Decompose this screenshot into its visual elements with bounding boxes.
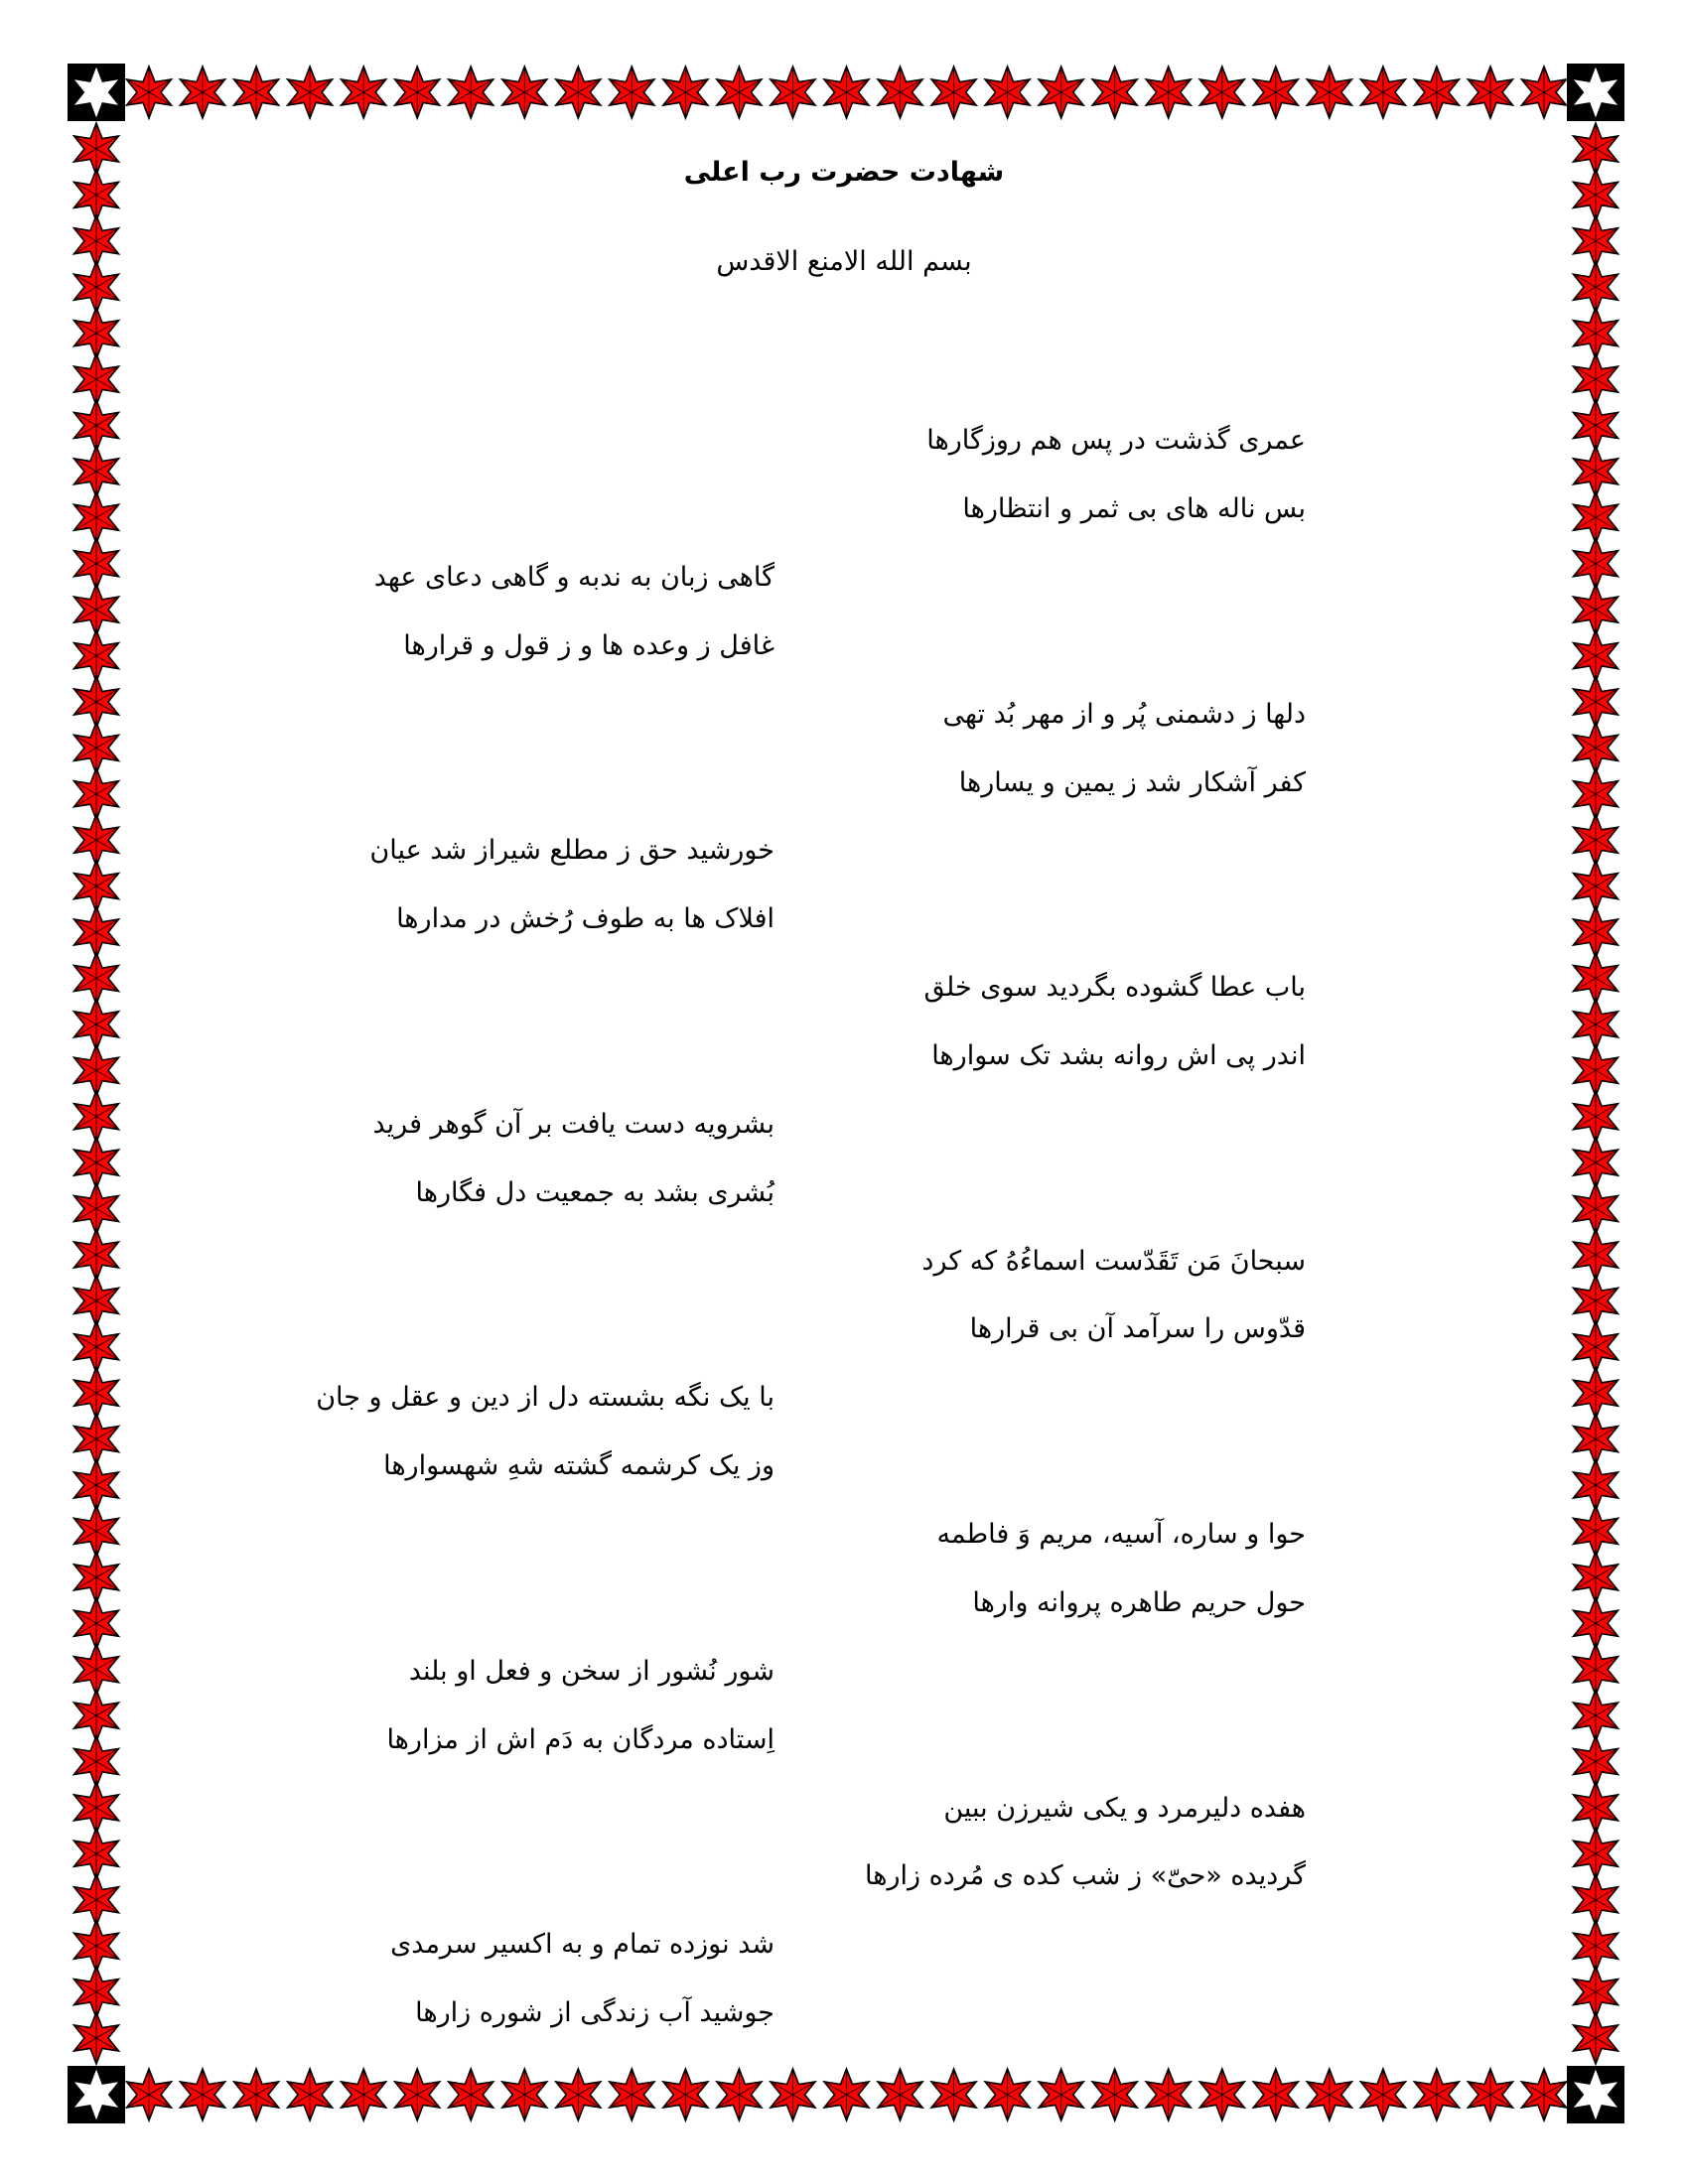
star-ornament-icon: [931, 2069, 976, 2120]
verse-line-17: حوا و ساره، آسیه، مریم وَ فاطمه: [936, 1519, 1306, 1550]
star-ornament-icon: [1574, 906, 1618, 958]
star-ornament-icon: [502, 2069, 547, 2120]
verse-line-15: با یک نگه بشسته دل از دین و عقل و جان: [316, 1382, 774, 1413]
star-ornament-icon: [127, 2069, 172, 2120]
basmala-heading: بسم الله الامنع الاقدس: [716, 246, 972, 277]
star-ornament-icon: [1574, 584, 1618, 635]
star-ornament-icon: [1574, 1828, 1618, 1879]
corner-ornament-icon: [1567, 64, 1624, 121]
star-ornament-icon: [1360, 2069, 1405, 2120]
star-ornament-icon: [1092, 2069, 1137, 2120]
star-ornament-icon: [610, 2069, 654, 2120]
star-ornament-icon: [234, 2069, 279, 2120]
verse-line-10: اندر پی اش روانه بشد تک سوارها: [931, 1040, 1306, 1071]
verse-line-21: هفده دلیرمرد و یکی شیرزن ببین: [943, 1793, 1306, 1824]
verse-line-1: عمری گذشت در پس هم روزگارها: [926, 425, 1306, 456]
star-ornament-icon: [1574, 1505, 1618, 1557]
star-ornament-icon: [824, 67, 869, 118]
star-ornament-icon: [1039, 67, 1083, 118]
verse-line-4: غافل ز وعده ها و ز قول و قرارها: [403, 630, 774, 661]
verse-line-14: قدّوس را سرآمد آن بی قرارها: [969, 1313, 1306, 1344]
star-ornament-icon: [1199, 2069, 1244, 2120]
star-ornament-icon: [717, 67, 762, 118]
verse-line-9: باب عطا گشوده بگردید سوی خلق: [923, 972, 1306, 1003]
star-ornament-icon: [1574, 1183, 1618, 1235]
star-ornament-icon: [1146, 67, 1191, 118]
star-ornament-icon: [610, 67, 654, 118]
verse-line-13: سبحانَ مَن تَقَدّست اسماءُهُ که کرد: [921, 1246, 1306, 1277]
star-ornament-icon: [878, 67, 922, 118]
page-title: شهادت حضرت رب اعلی: [683, 157, 1005, 188]
verse-line-8: افلاک ها به طوف رُخش در مدارها: [396, 903, 774, 934]
star-ornament-icon: [342, 67, 386, 118]
verse-line-11: بشرویه دست یافت بر آن گوهر فرید: [372, 1109, 774, 1140]
star-ornament-icon: [1522, 67, 1567, 118]
corner-ornament-icon: [68, 2066, 125, 2123]
star-ornament-icon: [288, 67, 333, 118]
star-ornament-icon: [1468, 2069, 1512, 2120]
star-ornament-icon: [1468, 67, 1512, 118]
star-ornament-icon: [985, 2069, 1030, 2120]
star-ornament-icon: [663, 2069, 708, 2120]
star-ornament-icon: [931, 67, 976, 118]
verse-line-20: اِستاده مردگان به دَم اش از مزارها: [386, 1724, 774, 1755]
star-ornament-icon: [771, 2069, 815, 2120]
verse-line-7: خورشید حق ز مطلع شیراز شد عیان: [369, 835, 774, 866]
star-ornament-icon: [824, 2069, 869, 2120]
corner-ornament-icon: [68, 64, 125, 121]
star-ornament-icon: [1039, 2069, 1083, 2120]
star-ornament-icon: [1307, 67, 1351, 118]
star-ornament-icon: [181, 2069, 225, 2120]
star-ornament-icon: [74, 2012, 119, 2064]
star-ornament-icon: [74, 906, 119, 958]
verse-line-24: جوشید آب زندگی از شوره زارها: [415, 1997, 774, 2028]
star-ornament-icon: [878, 2069, 922, 2120]
star-ornament-icon: [234, 67, 279, 118]
star-ornament-icon: [395, 67, 440, 118]
star-ornament-icon: [1253, 2069, 1298, 2120]
star-ornament-icon: [556, 67, 601, 118]
star-ornament-icon: [1253, 67, 1298, 118]
star-ornament-icon: [74, 584, 119, 635]
verse-line-12: بُشری بشد به جمعیت دل فگارها: [415, 1177, 774, 1208]
star-ornament-icon: [502, 67, 547, 118]
star-ornament-icon: [395, 2069, 440, 2120]
star-ornament-icon: [1414, 2069, 1459, 2120]
star-ornament-icon: [449, 67, 493, 118]
verse-line-18: حول حریم طاهره پروانه وارها: [972, 1587, 1306, 1618]
star-ornament-icon: [1199, 67, 1244, 118]
star-ornament-icon: [1522, 2069, 1567, 2120]
corner-ornament-icon: [1567, 2066, 1624, 2123]
star-ornament-icon: [985, 67, 1030, 118]
verse-line-2: بس ناله های بی ثمر و انتظارها: [962, 493, 1306, 524]
star-ornament-icon: [1146, 2069, 1191, 2120]
star-ornament-icon: [127, 67, 172, 118]
star-ornament-icon: [74, 1828, 119, 1879]
star-ornament-icon: [1092, 67, 1137, 118]
star-ornament-icon: [663, 67, 708, 118]
star-ornament-icon: [288, 2069, 333, 2120]
verse-line-22: گردیده «حیّ» ز شب کده ی مُرده زارها: [865, 1860, 1306, 1891]
verse-line-19: شور نُشور از سخن و فعل او بلند: [408, 1656, 774, 1687]
verse-line-5: دلها ز دشمنی پُر و از مهر بُد تهی: [942, 699, 1306, 730]
star-ornament-icon: [74, 1183, 119, 1235]
star-ornament-icon: [1574, 2012, 1618, 2064]
star-ornament-icon: [74, 1505, 119, 1557]
star-ornament-icon: [1360, 67, 1405, 118]
star-ornament-icon: [556, 2069, 601, 2120]
verse-line-6: کفر آشکار شد ز یمین و یسارها: [958, 767, 1306, 798]
verse-line-3: گاهی زبان به ندبه و گاهی دعای عهد: [373, 562, 774, 593]
verse-line-16: وز یک کرشمه گشته شهِ شهسوارها: [383, 1450, 774, 1481]
star-ornament-icon: [181, 67, 225, 118]
star-ornament-icon: [771, 67, 815, 118]
star-ornament-icon: [1307, 2069, 1351, 2120]
star-ornament-icon: [449, 2069, 493, 2120]
star-ornament-icon: [1414, 67, 1459, 118]
star-ornament-icon: [342, 2069, 386, 2120]
star-ornament-icon: [717, 2069, 762, 2120]
verse-line-23: شد نوزده تمام و به اکسیر سرمدی: [390, 1929, 774, 1960]
